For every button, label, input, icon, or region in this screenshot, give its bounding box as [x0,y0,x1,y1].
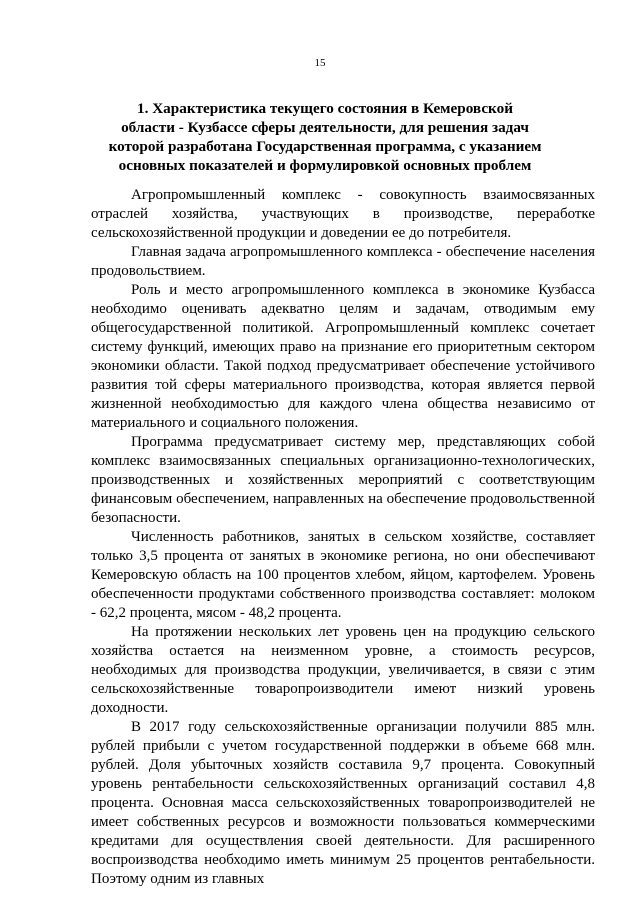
paragraph: Главная задача агропромышленного комплекса - обеспечение населения продовольствием. [91,244,595,279]
page-number: 15 [314,57,326,69]
heading-line: основных показателей и формулировкой основных проблем [118,157,532,174]
paragraph: На протяжении нескольких лет уровень цен на продукцию сельского хозяйства остается на неизменном уровне, а стоимость ресурсов, необходимых для производства продукции, увеличивается, в связи с этим сельскохозяйственные товаропроизводители имеют низкий уровень доходности. [91,624,595,716]
heading-line: 1. Характеристика текущего состояния в Кемеровской [137,100,513,117]
paragraph: В 2017 году сельскохозяйственные организации получили 885 млн. рублей прибыли с учетом государственной поддержки в объеме 668 млн. рублей. Доля убыточных хозяйств составила 9,7 процента. Совокупный уровень рентабельности сельскохозяйственных организаций составил 4,8 процента. Основная масса сельскохозяйственных товаропроизводителей не имеет собственных ресурсов и возможности пользоваться коммерческими кредитами для осуществления своей деятельности. Для расширенного воспроизводства необходимо иметь минимум 25 процентов рентабельности. Поэтому одним из главных [91,719,595,887]
heading-line: области - Кузбассе сферы деятельности, для решения задач [121,119,529,136]
paragraph: Агропромышленный комплекс - совокупность взаимосвязанных отраслей хозяйства, участвующих в производстве, переработке сельскохозяйственной продукции и доведении ее до потребителя. [91,187,595,241]
paragraph: Роль и место агропромышленного комплекса в экономике Кузбасса необходимо оценивать адекватно целям и задачам, отводимым ему общегосударственной политикой. Агропромышленный комплекс сочетает систему функций, имеющих право на признание его приоритетным сектором экономики области. Такой подход предусматривает обеспечение устойчивого развития той сферы материального производства, которая является первой жизненной необходимостью для каждого члена общества независимо от материального и социального положения. [91,282,595,431]
paragraph: Программа предусматривает систему мер, представляющих собой комплекс взаимосвязанных специальных организационно-технологических, производственных и хозяйственных мероприятий с соответствующим финансовым обеспечением, направленных на обеспечение продовольственной безопасности. [91,434,595,526]
document-body [91,186,595,889]
section-heading [90,99,560,175]
heading-line: которой разработана Государственная программа, с указанием [108,138,542,155]
paragraph: Численность работников, занятых в сельском хозяйстве, составляет только 3,5 процента от занятых в экономике региона, но они обеспечивают Кемеровскую область на 100 процентов хлебом, яйцом, картофелем. Уровень обеспеченности продуктами собственного производства составляет: молоком - 62,2 процента, мясом - 48,2 процента. [91,529,595,621]
